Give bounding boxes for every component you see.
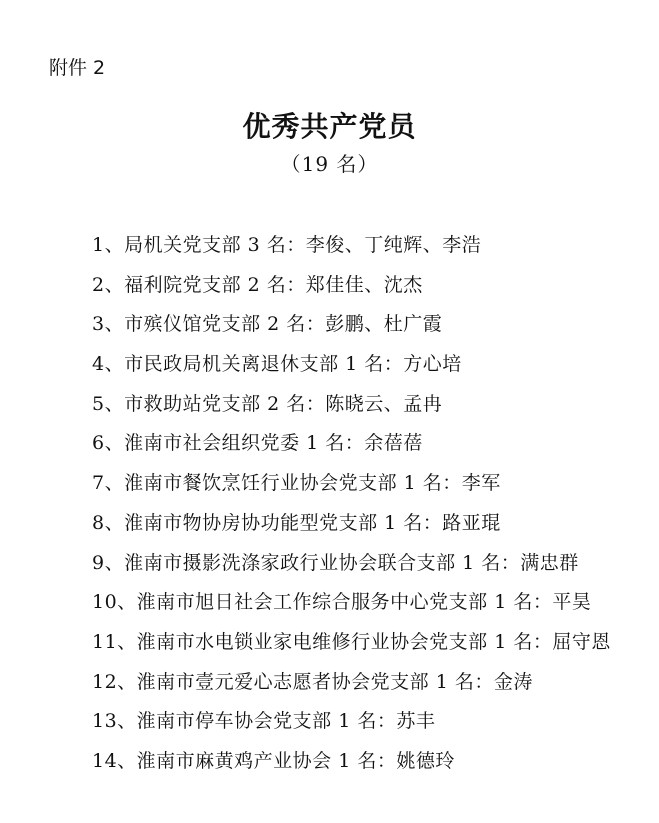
attachment-label: 附件 2 bbox=[49, 57, 106, 79]
document-count: （19 名） bbox=[280, 152, 379, 176]
list-item: 13、淮南市停车协会党支部 1 名：苏丰 bbox=[92, 710, 436, 733]
list-item: 5、市救助站党支部 2 名：陈晓云、孟冉 bbox=[92, 392, 443, 415]
member-list bbox=[92, 229, 611, 785]
list-item: 9、淮南市摄影洗涤家政行业协会联合支部 1 名：满忠群 bbox=[92, 551, 579, 574]
list-item: 4、市民政局机关离退休支部 1 名：方心培 bbox=[92, 353, 462, 376]
list-item: 10、淮南市旭日社会工作综合服务中心党支部 1 名：平昊 bbox=[92, 591, 592, 614]
list-item: 2、福利院党支部 2 名：郑佳佳、沈杰 bbox=[92, 273, 423, 296]
list-item: 7、淮南市餐饮烹饪行业协会党支部 1 名：李军 bbox=[92, 472, 501, 495]
document-title: 优秀共产党员 bbox=[242, 110, 417, 143]
list-item: 6、淮南市社会组织党委 1 名：余蓓蓓 bbox=[92, 432, 423, 455]
list-item: 8、淮南市物协房协功能型党支部 1 名：路亚琨 bbox=[92, 511, 501, 534]
list-item: 3、市殡仪馆党支部 2 名：彭鹏、杜广霞 bbox=[92, 313, 443, 336]
list-item: 14、淮南市麻黄鸡产业协会 1 名：姚德玲 bbox=[92, 749, 455, 772]
list-item: 11、淮南市水电锁业家电维修行业协会党支部 1 名：屈守恩 bbox=[92, 630, 611, 653]
list-item: 1、局机关党支部 3 名：李俊、丁纯辉、李浩 bbox=[92, 234, 482, 256]
list-item: 12、淮南市壹元爱心志愿者协会党支部 1 名：金涛 bbox=[92, 670, 533, 693]
